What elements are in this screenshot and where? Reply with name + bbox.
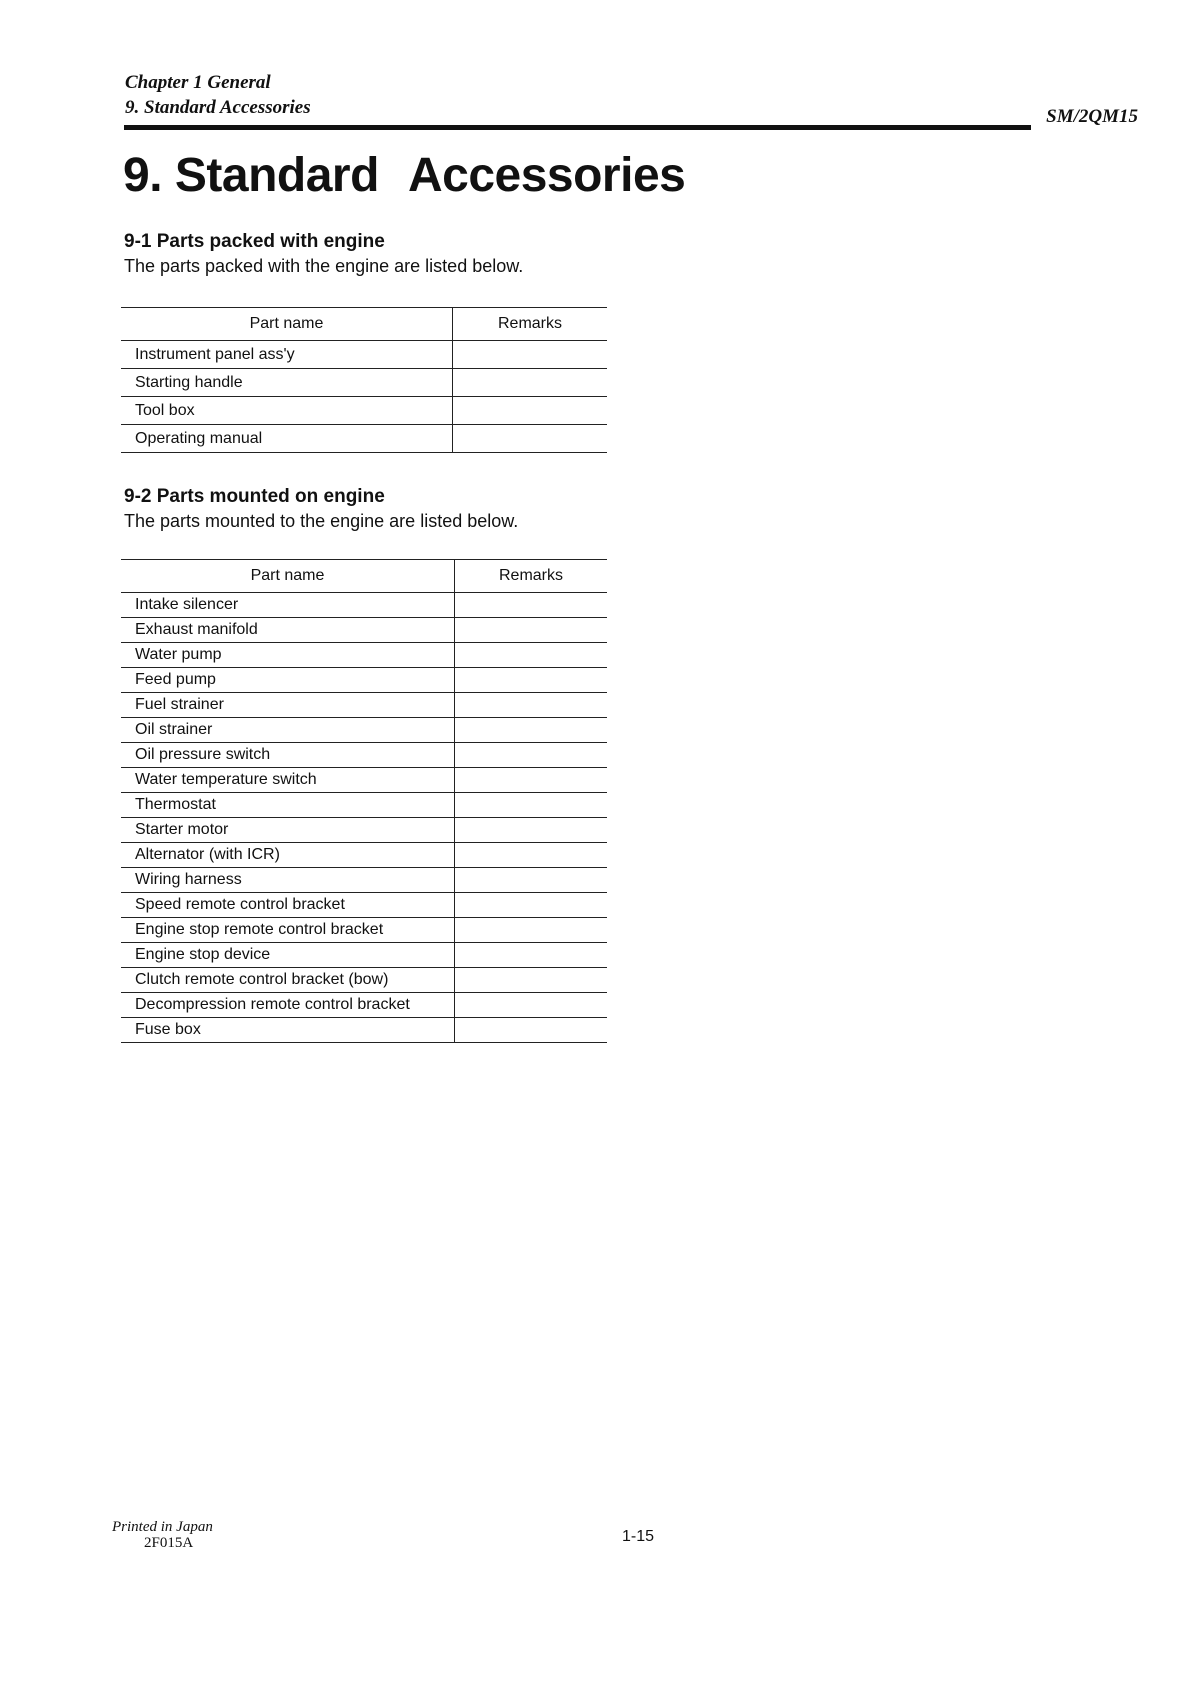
table-row [121, 593, 607, 618]
table-row [121, 397, 607, 425]
remarks-cell [455, 943, 608, 968]
table-row [121, 369, 607, 397]
table-row [121, 868, 607, 893]
table-row [121, 425, 607, 453]
table-header-row [121, 560, 607, 593]
footer-code: 2F015A [144, 1535, 194, 1551]
part-name-cell: Thermostat [121, 793, 455, 818]
title-word-2: Accessories [407, 149, 686, 202]
table-row [121, 993, 607, 1018]
table-row [121, 968, 607, 993]
column-header-part-name: Part name [121, 560, 455, 593]
section-2-title: 9-2 Parts mounted on engine [124, 486, 385, 507]
remarks-cell [455, 693, 608, 718]
part-name-cell: Fuel strainer [121, 693, 455, 718]
remarks-cell [455, 743, 608, 768]
part-name-cell: Speed remote control bracket [121, 893, 455, 918]
table-row [121, 918, 607, 943]
remarks-cell [455, 818, 608, 843]
remarks-cell [453, 397, 608, 425]
part-name-cell: Starting handle [121, 369, 453, 397]
remarks-cell [455, 893, 608, 918]
section-2-description: The parts mounted to the engine are listed below. [124, 511, 519, 531]
table-row [121, 718, 607, 743]
remarks-cell [455, 868, 608, 893]
page-number: 1-15 [622, 1528, 655, 1545]
part-name-cell: Exhaust manifold [121, 618, 455, 643]
remarks-cell [455, 993, 608, 1018]
remarks-cell [455, 593, 608, 618]
part-name-cell: Engine stop device [121, 943, 455, 968]
part-name-cell: Instrument panel ass'y [121, 341, 453, 369]
section-1-title: 9-1 Parts packed with engine [124, 231, 385, 252]
table-row [121, 668, 607, 693]
remarks-cell [453, 425, 608, 453]
header-chapter-section [125, 70, 311, 120]
part-name-cell: Oil pressure switch [121, 743, 455, 768]
part-name-cell: Oil strainer [121, 718, 455, 743]
part-name-cell: Intake silencer [121, 593, 455, 618]
column-header-remarks: Remarks [455, 560, 608, 593]
table-row [121, 743, 607, 768]
table-row [121, 341, 607, 369]
part-name-cell: Feed pump [121, 668, 455, 693]
remarks-cell [455, 918, 608, 943]
column-header-remarks: Remarks [453, 308, 608, 341]
part-name-cell: Operating manual [121, 425, 453, 453]
title-word-1: Standard [174, 149, 379, 202]
remarks-cell [455, 768, 608, 793]
remarks-cell [455, 793, 608, 818]
remarks-cell [455, 618, 608, 643]
mounted-parts-table [121, 559, 607, 1043]
remarks-cell [455, 643, 608, 668]
header-rule [124, 125, 1031, 130]
part-name-cell: Decompression remote control bracket [121, 993, 455, 1018]
table-row [121, 793, 607, 818]
table-row [121, 818, 607, 843]
part-name-cell: Fuse box [121, 1018, 455, 1043]
part-name-cell: Tool box [121, 397, 453, 425]
page-title [123, 148, 685, 203]
packed-parts-table [121, 307, 607, 453]
part-name-cell: Water pump [121, 643, 455, 668]
table-row [121, 843, 607, 868]
part-name-cell: Alternator (with ICR) [121, 843, 455, 868]
column-header-part-name: Part name [121, 308, 453, 341]
table-row [121, 693, 607, 718]
part-name-cell: Starter motor [121, 818, 455, 843]
header-section: 9. Standard Accessories [125, 97, 311, 118]
header-model: SM/2QM15 [1046, 106, 1138, 127]
remarks-cell [455, 968, 608, 993]
part-name-cell: Engine stop remote control bracket [121, 918, 455, 943]
header-chapter: Chapter 1 General [125, 72, 271, 93]
remarks-cell [455, 1018, 608, 1043]
table-row [121, 768, 607, 793]
remarks-cell [455, 843, 608, 868]
part-name-cell: Wiring harness [121, 868, 455, 893]
table-row [121, 893, 607, 918]
remarks-cell [453, 369, 608, 397]
section-1-description: The parts packed with the engine are listed below. [124, 256, 524, 276]
table-header-row [121, 308, 607, 341]
table-row [121, 943, 607, 968]
table-row [121, 643, 607, 668]
table-row [121, 618, 607, 643]
title-number: 9. [123, 149, 163, 202]
remarks-cell [455, 718, 608, 743]
table-row [121, 1018, 607, 1043]
footer-printed: Printed in Japan [112, 1519, 213, 1535]
part-name-cell: Water temperature switch [121, 768, 455, 793]
remarks-cell [455, 668, 608, 693]
remarks-cell [453, 341, 608, 369]
footer-print-info [112, 1519, 213, 1551]
part-name-cell: Clutch remote control bracket (bow) [121, 968, 455, 993]
